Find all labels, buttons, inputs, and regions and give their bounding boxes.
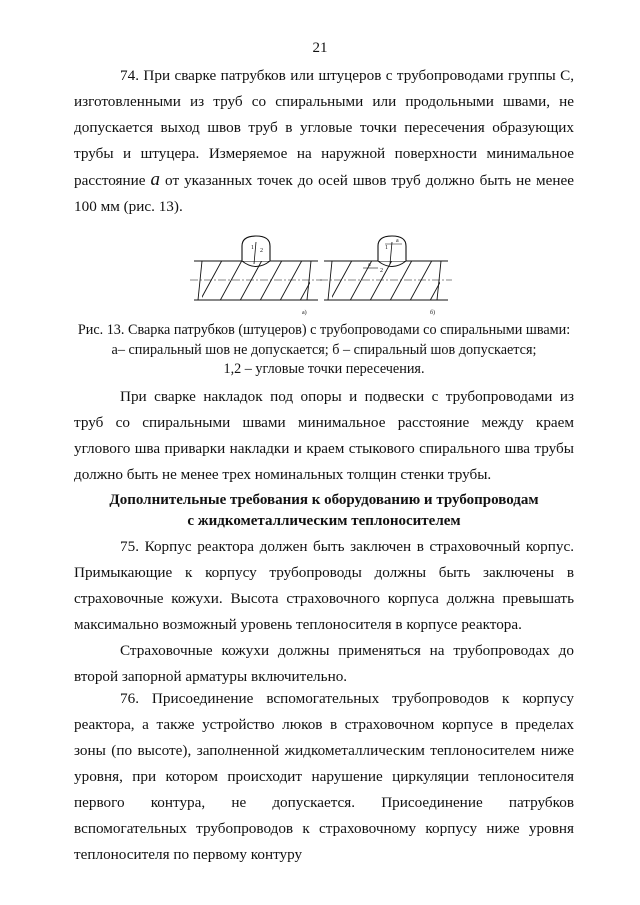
fig-a-point-2: 2 xyxy=(260,248,263,254)
paragraph-75: 75. Корпус реактора должен быть заключен в страховочный корпус. Примыкающие к корпусу трубопроводы должны быть заключены в страховочные кожухи. Высота страховочного корпуса должна превышать максимально возможный уровень теплоносителя в корпусе реактора. xyxy=(74,538,574,633)
fig-b-dimension-a-lower: a xyxy=(368,262,371,268)
section-heading xyxy=(74,490,574,532)
caption-line-2: а– спиральный шов не допускается; б – спиральный шов допускается; xyxy=(111,341,537,358)
fig-b-point-2: 2 xyxy=(380,268,383,274)
paragraph-76: 76. Присоединение вспомогательных трубопроводов к корпусу реактора, а также устройство люков в страховочном корпусе в пределах зоны (по высоте), заполненной жидкометаллическим теплоносителем ниже уровня, при котором происходит нарушение циркуляции теплоносителя первого контура, не допускается. Присоединение патрубков вспомогательных трубопроводов к страховочному корпусу ниже уровня теплоносителя по первому контуру xyxy=(74,690,574,863)
section-heading-line-2: с жидкометаллическим теплоносителем xyxy=(187,513,461,529)
paragraph-nakladki: При сварке накладок под опоры и подвески с трубопроводами из труб со спиральными швами минимальное расстояние между краем углового шва приварки накладки и краем стыкового спирального шва трубы должно быть не менее трех номинальных толщин стенки трубы. xyxy=(74,388,574,483)
figure-13-caption xyxy=(74,321,574,380)
fig-a-label: а) xyxy=(302,310,307,316)
distance-symbol: а xyxy=(150,169,161,190)
paragraph-74-text-after: от указанных точек до осей швов труб должно быть не менее 100 мм (рис. 13). xyxy=(74,172,574,215)
figure-13 xyxy=(190,228,452,320)
caption-line-1: Рис. 13. Сварка патрубков (штуцеров) с трубопроводами со спиральными швами: xyxy=(77,322,571,338)
fig-b-label: б) xyxy=(430,310,436,316)
page-number: 21 xyxy=(312,40,328,56)
paragraph-kozhuhi: Страховочные кожухи должны применяться на трубопроводах до второй запорной арматуры включительно. xyxy=(74,642,574,685)
fig-b-point-1: 1 xyxy=(385,245,388,251)
pipe-a xyxy=(190,236,326,308)
paragraph-74 xyxy=(74,63,574,220)
section-heading-line-1: Дополнительные требования к оборудованию и трубопроводам xyxy=(109,492,539,508)
fig-b-dimension-a-upper: a xyxy=(396,238,399,244)
caption-line-3: 1,2 – угловые точки пересечения. xyxy=(223,361,425,377)
figure-13-drawing xyxy=(190,228,452,320)
paragraph-74-text-before: 74. При сварке патрубков или штуцеров с трубопроводами группы С, изготовленными из труб со спиральными или продольными швами, не допускается выход швов труб в угловые точки пересечения образующих трубы и штуцера. Измеряемое на наружной поверхности минимальное расстояние xyxy=(74,67,574,189)
fig-a-point-1: 1 xyxy=(251,245,254,251)
